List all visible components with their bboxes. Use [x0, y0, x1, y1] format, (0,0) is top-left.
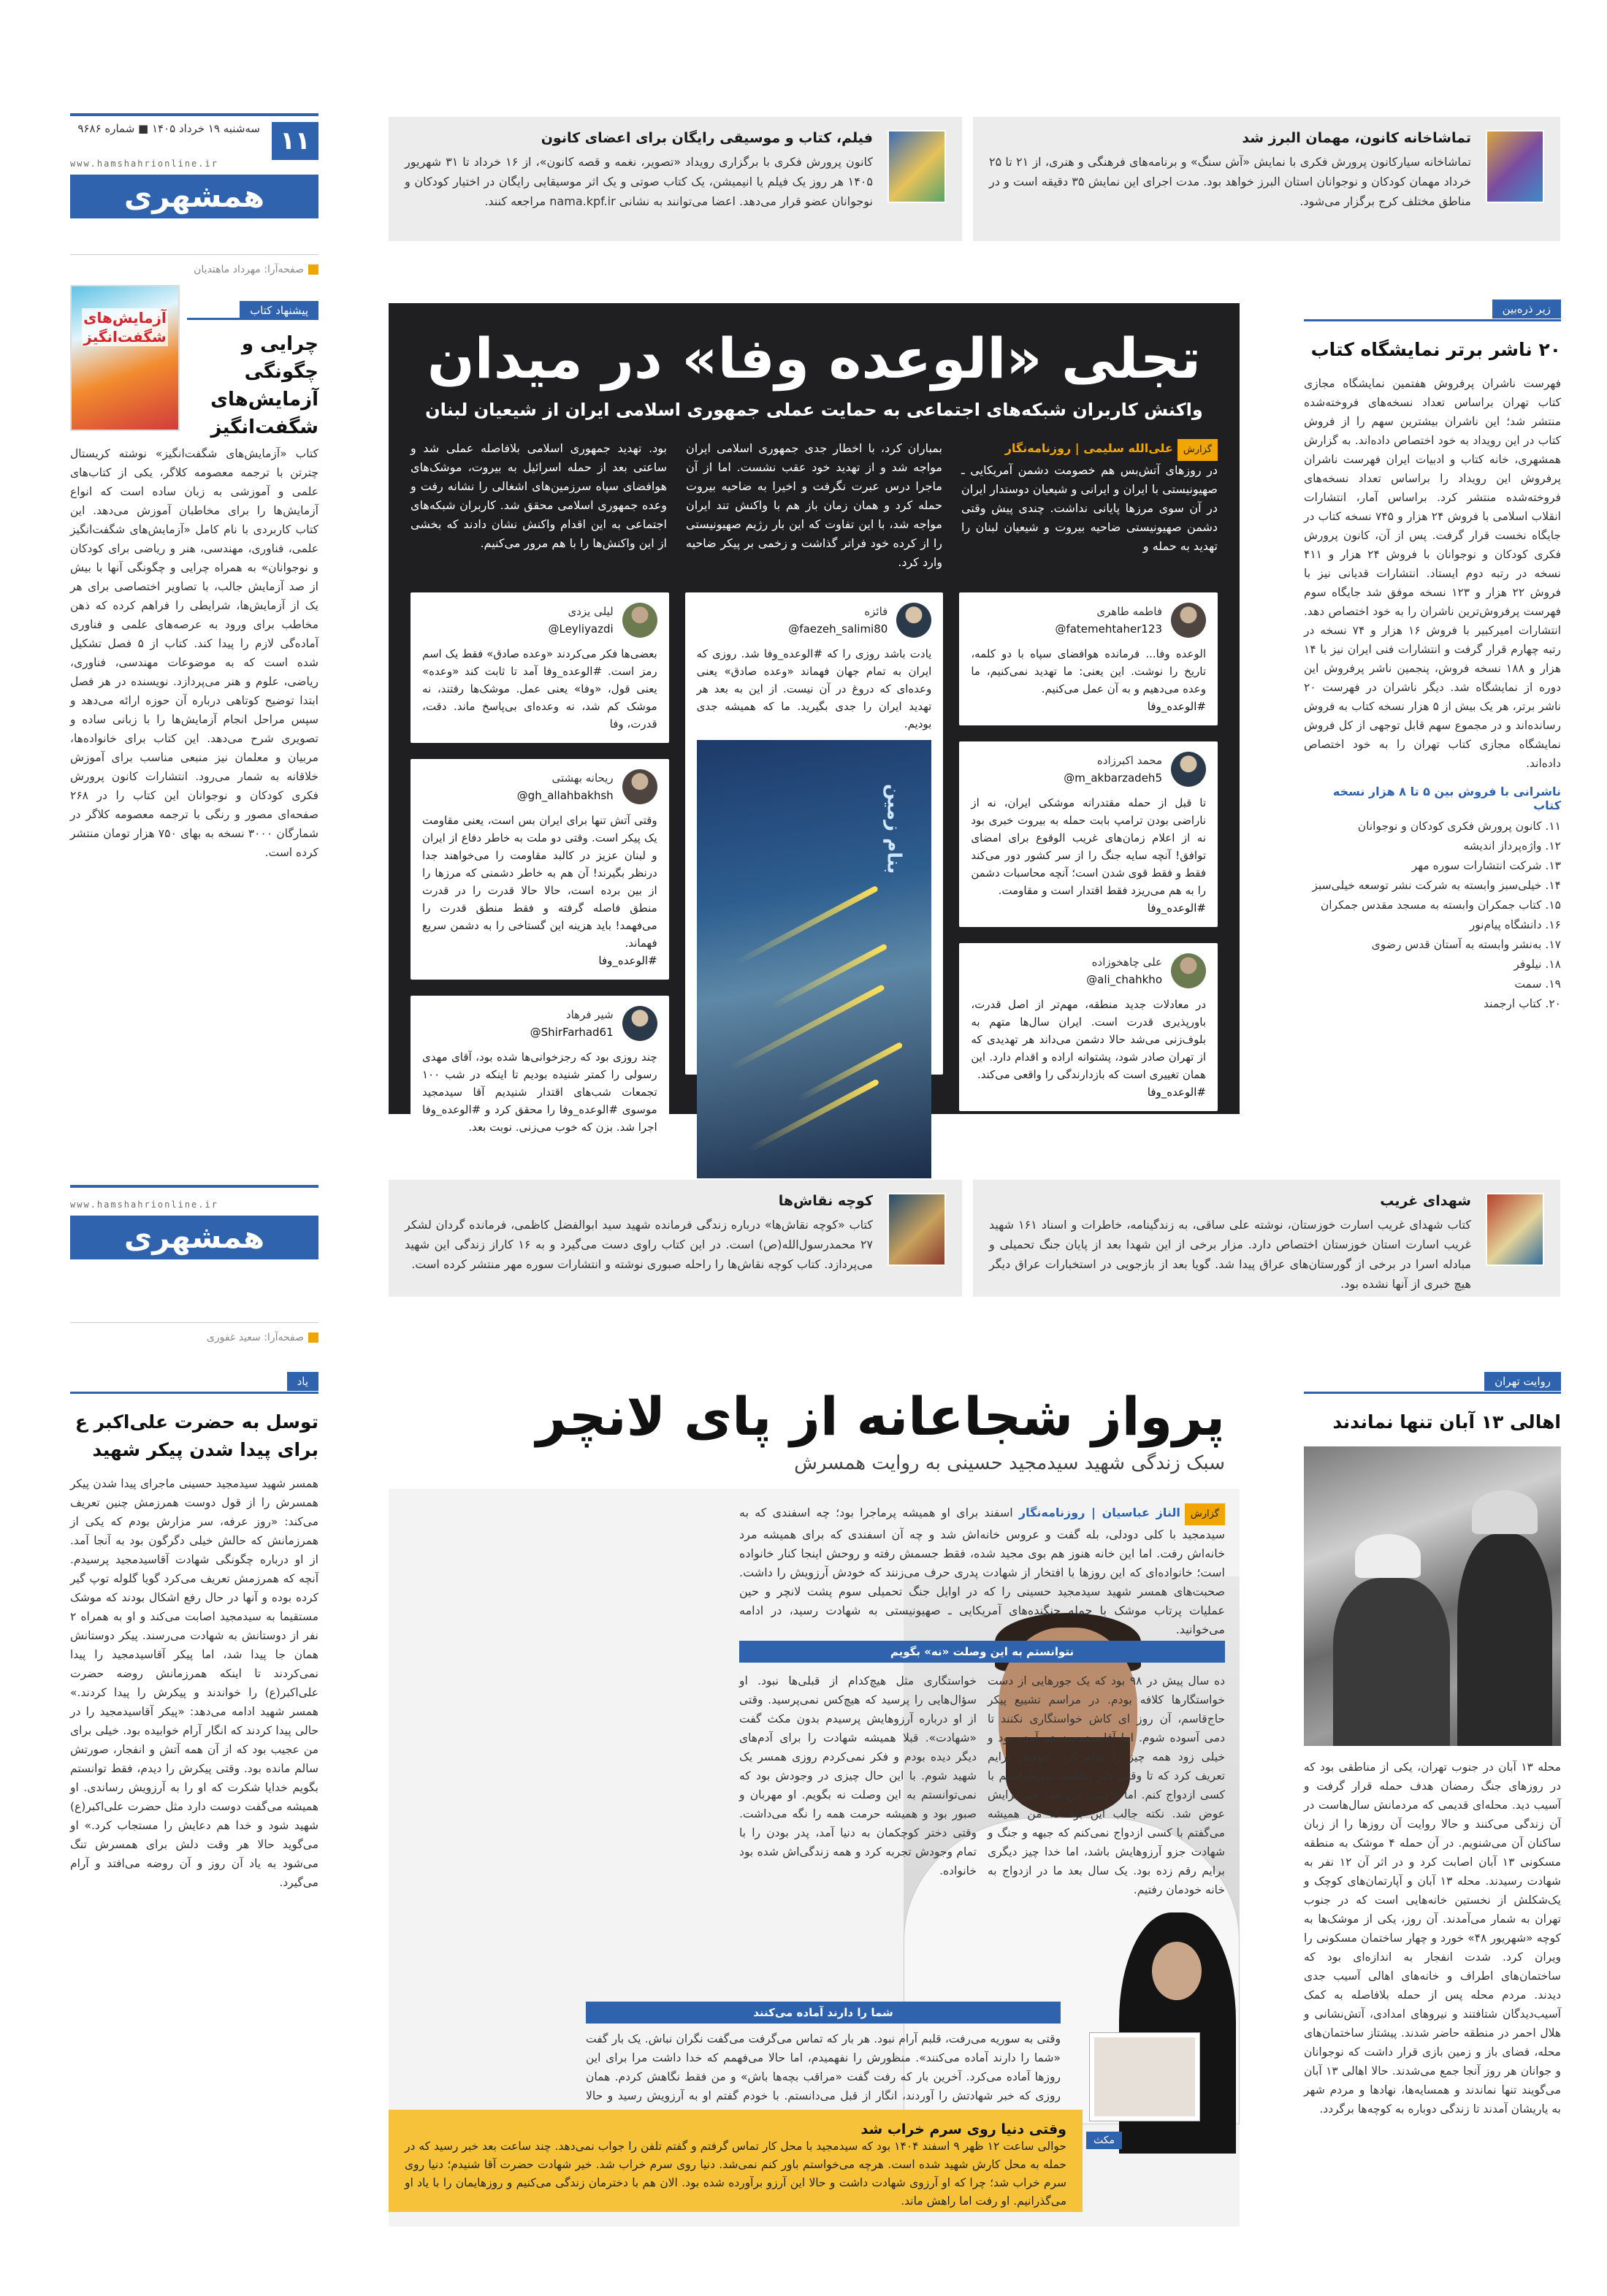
news-body: تماشاخانه سیارکانون پرورش فکری با نمایش «آش سنگ» و برنامه‌های فرهنگی و هنری، از ۲۱ تا ۲۵ خرداد مهمان کودکان و نوجوانان استان البرز خواهد بود. مدت اجرای این نمایش ۳۵ دقیقه است و در مناطق مختلف کرج برگزار می‌شود. [989, 155, 1471, 208]
page-number: ۱۱ [272, 122, 318, 160]
list-item: ۱۷. به‌نشر وابسته به آستان قدس رضوی [1371, 938, 1561, 951]
report-badge: گزارش [1185, 1503, 1225, 1525]
tweet-card: فاطمه طاهری @fatemehtaher123 الوعده وفا... فرمانده هوافضای سپاه با دو کلمه، تاریخ را نوشت. این یعنی: ما تهدید نمی‌کنیم، ما وعده می‌دهیم و به آن عمل می‌کنیم. #الوعده_وفا [959, 592, 1218, 725]
feature-headline: تجلی «الوعده وفا» در میدان [427, 326, 1202, 391]
byline: الناز عباسیان | روزنامه‌نگار [1018, 1506, 1180, 1519]
feature-intro-2: بمباران کرد، با اخطار جدی جمهوری اسلامی ایران مواجه شد و از تهدید خود عقب نشست. اما از آن ماجرا درس عبرت نگرفت و اخیرا به ضاحیه بیروت حمله کرد و همان زمان باز هم با واکنش تند ایران مواجه شد، با این تفاوت که این بار رژیم صهیونیستی را از کرده خود فراتر گذاشت و زخمی بر پیکر ضاحیه وارد کرد. [686, 441, 942, 569]
top-news-1 [973, 117, 1560, 241]
article-title: چرایی و چگونگی آزمایش‌های شگفت‌انگیز [210, 333, 318, 438]
tweet-handle: @gh_allahbakhsh [516, 789, 614, 802]
section-subhead: نتوانستم به این وصلت «نه» بگویم [739, 1641, 1225, 1663]
list-item: ۱۶. دانشگاه پیام‌نور [1469, 918, 1561, 931]
article-body: محله ۱۳ آبان در جنوب تهران، یکی از مناطقی بود که در روزهای جنگ رمضان هدف حمله قرار گرفت و آسیب دید. محله‌ای قدیمی که مردمانش سال‌هاست در آن زندگی می‌کنند و حالا روایت آن روزها را از زبان ساکنان آن می‌شنویم. در آن حمله ۴ موشک به منطقه مسکونی ۱۳ آبان اصابت کرد و در اثر آن ۱۲ نفر به شهادت رسیدند. محله ۱۳ آبان و آپارتمان‌های کوچک و یک‌شکلش از نخستین خانه‌هایی است که در جنوب تهران به شمار می‌آمدند. آن روز، یکی از موشک‌ها به کوچه «شهریور ۴۸» خورد و چهار ساختمان مسکونی را ویران کرد. شدت انفجار به اندازه‌ای بود که ساختمان‌های اطراف و خانه‌های اهالی آسیب جدی دیدند. مردم محله پس از حمله بلافاصله به کمک آسیب‌دیدگان شتافتند و نیروهای امدادی، آتش‌نشانی و هلال احمر در منطقه حاضر شدند. پیشتاز ساختمان‌های محله، فضای باز و زمین بازی قرار داشت که نوجوانان و جوانان هر روز آنجا جمع می‌شدند. حالا اهالی ۱۳ آبان می‌گویند تنها نماندند و همسایه‌ها، نهادها و مردم شهر به یاریشان آمدند تا زندگی دوباره به کوچه‌ها برگردد. [1304, 1761, 1562, 2116]
news-body: کتاب شهدای غریب اسارت خوزستان، نوشته علی ساقی، به زندگینامه، خاطرات و اسناد ۱۶۱ شهید غریب اسارت استان خوزستان اختصاص دارد. مزار برخی از این شهدا بعد از پایان جنگ تحمیلی و مبادله اسرا در برخی از گورستان‌های عراق پیدا شد. گویا بعد از بازجویی در استخبارات عراق دیگر هیچ خبری از آنها نشده بود. [989, 1218, 1471, 1291]
avatar [1171, 752, 1206, 787]
list-item: ۱۳. شرکت انتشارات سوره مهر [1411, 859, 1561, 872]
masthead-2 [70, 1185, 318, 1293]
list-item: ۱۵. کتاب جمکران وابسته به مسجد مقدس جمکران [1320, 899, 1561, 912]
framed-portrait [1090, 2033, 1199, 2121]
feature-column: ده سال پیش در ۹۸ بود که یک جورهایی از دست خواستگارها کلافه بودم. در مراسم تشییع پیکر حاج‌قاسم، آن روز ای کاش خواستگاری نکنند تا دمی آسوده شوم. اما آقاسیدمجید هم آمده بود و خیلی زود همه چیز را تمام کرد. خودش برایم تعریف کرد که تا وقتی خبر نداشت نمی‌خواستم با کسی ازدواج کنم. اما با دیدن من همه چیز برایش عوض شد. نکته جالب این بود که من همیشه می‌گفتم با کسی ازدواج نمی‌کنم که جبهه و جنگ و شهادت جزو آرزوهایش باشد، اما خدا چیز دیگری برایم رقم زده بود. یک سال بعد ما در ازدواج به خانه خودمان رفتیم. [988, 1674, 1225, 1896]
tweet-card: علی چاهخوزاده @ali_chahkho در معادلات جدید منطقه، مهم‌تر از اصل قدرت، باورپذیری قدرت است. ایران سال‌ها متهم به بلوف‌زنی می‌شد حالا دشمن می‌داند هر تهدیدی که از تهران صادر شود، پشتوانه اراده و اقدام دارد. این همان تغییری است که بازدارندگی را واقعی می‌کند. #الوعده_وفا [959, 943, 1218, 1111]
tweet-card: شیر فرهاد @ShirFarhad61 چند روزی بود که رجزخوانی‌ها شده بود، آقای مهدی رسولی را کمتر شنیده بودیم تا اینکه در شب ۱۰۰ تجمعات شب‌های اقتدار شنیدیم آقا سیدمجید موسوی #الوعده_وفا را محقق کرد و #الوعده_وفا اجرا شد. بزن که خوب می‌زنی. نوبت بعد. [411, 996, 669, 1146]
tweet-column-center [685, 592, 944, 1146]
news-body: کتاب «کوچه نقاش‌ها» درباره زندگی فرمانده شهید سید ابوالفضل کاظمی، فرمانده گردان لشکر ۲۷ محمدرسول‌الله(ص) است. در این کتاب راوی دست می‌گیرد و به ۱۶ کاراز زندگی این شهید می‌پردازد. کتاب کوچه نقاش‌ها را راحله صبوری نوشته و انتشارات سوره مهر منتشر کرده است. [405, 1218, 873, 1271]
square-icon [308, 264, 318, 275]
box-body: حوالی ساعت ۱۲ ظهر ۹ اسفند ۱۴۰۴ بود که سیدمجید با محل کار تماس گرفتم و گفتم تلفن را جواب نمی‌دهد. چند ساعت بعد خبر رسید که در حمله به محل کارش شهید شده است. هرچه می‌خواستم باور کنم نمی‌شد. دنیا روی سرم خراب شد. خیر شهادت حضرت آقا شنیدم؛ دنیا روی سرم خراب شد؛ چرا که او آرزوی شهادت داشت و حالا این آرزو برآورده شده بود. الان هم با دخترمان زندگی می‌کنیم و روزهایمان را با یاد او می‌گذرانیم. او رفت اما راهش ماند. [405, 2140, 1066, 2208]
feature-headline: پرواز شجاعانه از پای لانچر [535, 1386, 1225, 1447]
site-url[interactable]: www.hamshahrionline.ir [70, 1200, 218, 1210]
article-title: اهالی ۱۳ آبان تنها نماندند [1332, 1411, 1561, 1433]
feature-subhead: سبک زندگی شهید سیدمجید حسینی به روایت همسرش [794, 1452, 1225, 1474]
news-title: شهدای غریب [1380, 1193, 1471, 1209]
section-tag: روایت تهران [1484, 1372, 1561, 1391]
publisher-list [1304, 817, 1561, 1014]
book-cover-title: آزمایش‌های شگفت‌انگیز [82, 308, 168, 346]
news-title: کوچه نقاش‌ها [778, 1193, 873, 1209]
box-title: وقتی دنیا روی سرم خراب شد [860, 2121, 1066, 2137]
mid-news-2 [389, 1180, 962, 1297]
list-item: ۱۲. واژه‌پرداز اندیشه [1463, 839, 1561, 853]
right-column-books [1304, 300, 1561, 1116]
feature-martyr-story [389, 1372, 1240, 2227]
list-item: ۱۸. نیلوفر [1514, 958, 1561, 971]
list-item: ۲۰. کتاب ارجمند [1484, 997, 1561, 1010]
feature-column: وقتی به سوریه می‌رفت، قلبم آرام نبود. هر بار که تماس می‌گرفت می‌گفت نگران نباش. یک بار گفت «شما را دارند آماده می‌کنند». منظورش را نفهمیدم، اما حالا می‌فهمم که خدا داشت مرا برای این روزها آماده می‌کرد. آخرین بار که رفت گفت «مراقب بچه‌ها باش» و من فقط نگاهش کردم. همان روزی که خبر شهادتش را آوردند، انگار از قبل می‌دانستم. با خودم گفتم او به آرزویش رسید و حالا [586, 2032, 1061, 2102]
article-body: کتاب «آزمایش‌های شگفت‌انگیز» نوشته کریستال چترتن با ترجمه معصومه کلاگر، یکی از کتاب‌های علمی و آموزشی به زبان ساده است که انواع آزمایش‌ها را برای مخاطبان آموزش می‌دهد. این کتاب کاربردی با نام کامل «آزمایش‌های شگفت‌انگیز علمی، فناوری، مهندسی، هنر و ریاضی برای کودکان و نوجوانان» به همراه چرایی و چگونگی آنها با بیش از صد آزمایش جالب، با تصاویر اختصاصی برای هر یک از آزمایش‌ها، شرایطی را فراهم کرده که ذهن مخاطب برای ورود به عرصه‌های علمی و فناوری آماده‌گی لازم را پیدا کند. کتاب از ۵ فصل تشکیل شده است که به موضوعات مهندسی، فناوری، ریاضی، علوم و هنر می‌پردازد. نویسنده در هر فصل ابتدا توضیح کوتاهی درباره آن حوزه ارائه می‌دهد و سپس مراحل انجام آزمایش‌ها را با زبانی ساده و تصویری شرح می‌دهد. این کتاب برای خانواده‌ها، مربیان و معلمان نیز منبعی مناسب برای آموزش خلاقانه به شمار می‌رود. انتشارات کانون پرورش فکری کودکان و نوجوانان این کتاب را در ۲۶۸ صفحه‌ای مصور و رنگی با ترجمه معصومه کلاگر در شمارگان ۳۰۰۰ نسخه به بهای ۷۵۰ هزار تومان منتشر کرده است. [70, 447, 319, 859]
tweet-handle: @fatemehtaher123 [1055, 622, 1162, 636]
list-item: ۱۴. خیلی‌سبز وابسته به شرکت نشر توسعه خیلی‌سبز [1312, 879, 1561, 892]
avatar [622, 603, 657, 638]
poster-caption: بنام زمین [882, 784, 905, 874]
site-url[interactable]: www.hamshahrionline.ir [70, 159, 218, 169]
sidebar-box [389, 2110, 1083, 2212]
feature-intro-1: گزارشعلی‌الله سلیمی | روزنامه‌نگار در روزهای آتش‌بس هم خصومت دشمن آمریکایی ـ صهیونیستی با ایران و ایرانی و شیعیان دوستدار ایران در آن سوی مرزها پایانی نداشت. چندی پیش وقتی دشمن صهیونیستی ضاحیه بیروت و شیعیان لبنان را تهدید به حمله و [961, 439, 1218, 572]
avatar [622, 1006, 657, 1041]
list-item: ۱۹. سمت [1514, 977, 1561, 991]
section-tag: زیر ذره‌بین [1492, 300, 1561, 319]
section-tag: پیشنهاد کتاب [240, 301, 318, 320]
tweet-handle: @ShirFarhad61 [530, 1026, 614, 1039]
article-title: توسل به حضرت علی‌اکبر ع برای پیدا شدن پیکر شهید [75, 1411, 318, 1460]
right-column-tehran [1304, 1372, 1561, 2227]
logo: همشهری [70, 1216, 318, 1259]
news-thumbnail [1486, 130, 1544, 203]
masthead [70, 113, 318, 234]
editor-line: صفحه‌آرا: سعید غفوری [70, 1322, 318, 1343]
news-thumbnail [888, 1193, 946, 1266]
firefighters-photo [1304, 1446, 1561, 1746]
tweet-handle: @Leyliyazdi [548, 622, 614, 636]
news-thumbnail [888, 130, 946, 203]
list-title: ناشرانی با فروش بین ۵ تا ۸ هزار نسخه کتاب [1332, 785, 1561, 812]
tweet-card: ریحانه بهشتی @gh_allahbakhsh وقتی آتش تنها برای ایران بس است، یعنی مقاومت یک پیکر است. وقتی دو ملت به خاطر دفاع از ایران و لبنان عزیز در کالبد مقاومت را می‌خواهند جدا درنظر بگیرند! آن هم به خاطر دشمنی که مرزها را از بین برده است، حالا حالا قدرت را در قدرت منطق فاصله گرفته و فقط منطق قدرت را می‌فهمد! باید هزینه این گستاخی را به دشمن سریع فهماند. #الوعده_وفا [411, 759, 669, 980]
news-body: کانون پرورش فکری با برگزاری رویداد «تصویر، نغمه و قصه کانون»، از ۱۶ خرداد تا ۳۱ شهریور ۱۴۰۵ هر روز یک فیلم یا انیمیشن، یک کتاب صوتی و یک اثر موسیقایی رایگان در اختیار کودکان و نوجوانان عضو قرار می‌دهد. اعضا می‌توانند به نشانی nama.kpf.ir مراجعه کنند. [405, 155, 874, 208]
feature-subhead: واکنش کاربران شبکه‌های اجتماعی به حمایت عملی جمهوری اسلامی ایران از شیعیان لبنان [425, 400, 1203, 420]
tweet-card: فائزه @faezeh_salimi80 یادت باشد روزی را که #الوعده_وفا شد. روزی که ایران به تمام جهان فهماند «وعده صادق» یعنی وعده‌ای که دروغ در آن نیست. از این به بعد هر تهدید ایران را جدی بگیرید. ما که همیشه جدی بودیم. بنام زمین [685, 592, 944, 1075]
avatar [622, 769, 657, 804]
tweet-handle: @m_akbarzadeh5 [1064, 771, 1162, 785]
feature-column: خواستگاری مثل هیچ‌کدام از قبلی‌ها نبود. او سؤال‌هایی را پرسید که هیچ‌کس نمی‌پرسید. وقتی از او درباره آرزوهایش پرسیدم بدون مکث گفت «شهادت». قبلا همیشه شهادت را برای آدم‌های دیگر دیده بودم و فکر نمی‌کردم روزی همسر یک شهید شوم. با این حال چیزی در وجودش بود که نمی‌توانستم به این وصلت نه بگویم. او مهربان و صبور بود و همیشه حرمت همه را نگه می‌داشت. وقتی دختر کوچکمان به دنیا آمد، پدر بودن را با تمام وجودش تجربه کرد و همه زندگی‌اش شده بود خانواده. [739, 1674, 977, 1877]
avatar [896, 603, 931, 638]
tweet-card: لیلی یزدی @Leyliyazdi بعضی‌ها فکر می‌کردند «وعده صادق» فقط یک اسم رمز است. #الوعده_وفا آمد تا ثابت کند «وعده» یعنی قول، «وفا» یعنی عمل. موشک‌ها رفتند، نه موشک کم شد، نه وعده‌ای بی‌پاسخ ماند. دقت، قدرت، وفا [411, 592, 669, 743]
report-badge: گزارش [1177, 439, 1218, 461]
section-tag: یاد [287, 1372, 318, 1391]
logo: همشهری [70, 175, 318, 218]
avatar [1171, 603, 1206, 638]
article-title: ۲۰ ناشر برتر نمایشگاه کتاب [1310, 339, 1561, 360]
tweet-column-left [411, 592, 669, 1146]
section-subhead: شما را دارند آماده می‌کنند [586, 2002, 1061, 2024]
feature-intro: گزارشالناز عباسیان | روزنامه‌نگار اسفند برای او همیشه پرماجرا بود؛ چه اسفندی که به سیدمجید با کلی دودلی، بله گفت و عروس خانه‌اش شد و چه آن اسفندی که برای همیشه مرد خانه‌اش رفت. اما این خانه هنوز هم بوی مجید شده، فقط جسمش رفته و روحش اینجا کنار خانواده است؛ خانواده‌ای که این روزها با افتخار از شهادت پدری حرف می‌زنند که خودش آرزویش را داشت. صحبت‌های همسر شهید سیدمجید حسینی را که در اوایل جنگ تحمیلی سوم پشت لانچر و حین عملیات پرتاب موشک با حمله جنگنده‌های آمریکایی ـ صهیونیستی به شهادت رسید، در ادامه می‌خوانید. [739, 1503, 1225, 1639]
missile-poster-image [697, 740, 932, 1178]
editor-line: صفحه‌آرا: مهرداد ماهتدیان [70, 254, 318, 275]
article-body: فهرست ناشران پرفروش هفتمین نمایشگاه مجازی کتاب تهران براساس تعداد نسخه‌های فروخته‌شده منتشر شد؛ این ناشران بیشترین سهم را از فروش کتاب در این رویداد به خود اختصاص داده‌اند. به گزارش همشهری، خانه کتاب و ادبیات ایران فهرست ناشران پرفروش این رویداد را براساس تعداد نسخه‌های فروخته‌شده منتشر کرد. براساس آمار، انتشارات انقلاب اسلامی با فروش ۲۴ هزار و ۷۴۵ نسخه کتاب در جایگاه نخست قرار گرفت. پس از آن، کانون پرورش فکری کودکان و نوجوانان با فروش ۲۴ هزار و ۴۱۱ نسخه در رتبه دوم ایستاد. انتشارات قدیانی نیز با فروش ۲۲ هزار و ۱۲۳ نسخه موفق شد جایگاه سوم فهرست پرفروش‌ترین ناشران را به خود اختصاص دهد. انتشارات امیرکبیر با فروش ۱۶ هزار و ۷۴ نسخه در رتبه چهارم قرار گرفت و انتشارات فنی ایران نیز با ۱۴ هزار و ۱۸۸ نسخه فروش، پنجمین ناشر پرفروش این دوره از نمایشگاه شد. دیگر ناشران در فهرست ۲۰ ناشر برتر، هر یک بیش از ۵ هزار نسخه کتاب به فروش رسانده‌اند و در مجموع سهم قابل توجهی از کل فروش نمایشگاه مجازی کتاب تهران را به خود اختصاص داده‌اند. [1304, 377, 1561, 770]
news-thumbnail [1486, 1193, 1544, 1266]
feature-al-waad-wafa [389, 303, 1240, 1134]
tweet-column-right [959, 592, 1218, 1146]
top-news-2 [389, 117, 962, 241]
feature-intro-3: بود. تهدید جمهوری اسلامی بلافاصله عملی شد و ساعتی بعد از حمله اسرائیل به بیروت، موشک‌های هوافضای سپاه سرزمین‌های اشغالی را نشانه رفت و وعده جمهوری اسلامی محقق شد. کاربران شبکه‌های اجتماعی به این اقدام واکنش نشان دادند که بخشی از این واکنش‌ها را با هم مرور می‌کنیم. [411, 441, 667, 550]
book-cover-image [70, 285, 180, 431]
pause-tag: مکث [1086, 2132, 1122, 2149]
square-icon [308, 1332, 318, 1343]
byline: علی‌الله سلیمی | روزنامه‌نگار [1004, 441, 1173, 455]
left-column-book [70, 285, 318, 1118]
tweet-handle: @ali_chahkho [1086, 973, 1162, 986]
news-title: تماشاخانه کانون، مهمان البرز شد [1242, 130, 1471, 146]
list-item: ۱۱. کانون پرورش فکری کودکان و نوجوانان [1357, 820, 1561, 833]
avatar [1171, 953, 1206, 988]
news-title: فیلم، کتاب و موسیقی رایگان برای اعضای کانون [541, 130, 873, 146]
mid-news-1 [973, 1180, 1560, 1297]
tweet-handle: @faezeh_salimi80 [788, 622, 888, 636]
article-body: همسر شهید سیدمجید حسینی ماجرای پیدا شدن پیکر همسرش را از قول دوست همرزمش چنین تعریف می‌کند: «روز عرفه، سر مزارش بودم که یکی از همرزمانش که حالش خیلی دگرگون بود به آنجا آمد. از او درباره چگونگی شهادت آقاسیدمجید پرسیدم. آنچه که همرزمش تعریف می‌کرد گویا گلوله توپ گیر کرده بوده و آنها در حال رفع اشکال بودند که موشک مستقیما به سیدمجید اصابت می‌کند و او به همراه ۲ نفر از دوستانش به شهادت می‌رسند. پیکر دوستانش همان جا پیدا شد، اما پیکر آقاسیدمجید را پیدا نمی‌کردند تا اینکه همرزمانش روضه حضرت علی‌اکبر(ع) را خواندند و پیکرش را پیدا کردند.» همسر شهید ادامه می‌دهد: «پیکر آقاسیدمجید را در حالی پیدا کردند که انگار آرام خوابیده بود. خیلی برای من عجیب بود که از آن همه آتش و انفجار، صورتش سالم مانده بود. وقتی پیکرش را دیدم، فقط توانستم بگویم خدایا شکرت که او را به آرزویش رساندی. او همیشه می‌گفت دوست دارد مثل حضرت علی‌اکبر(ع) شهید شود و خدا هم دعایش را مستجاب کرد.» او می‌گوید حالا هر وقت دلش برای همسرش تنگ می‌شود به یاد آن روز و آن روضه می‌افتد و آرام می‌گیرد. [70, 1477, 318, 1889]
left-column-memory [70, 1372, 318, 2227]
tweet-card: محمد اکبرزاده @m_akbarzadeh5 تا قبل از حمله مقتدرانه موشکی ایران، نه از ناراضی بودن ترامپ بابت حمله به بیروت خبری بود نه از اعلام زمان‌های غریب الوقوع برای امضای توافق! آنچه سایه جنگ را از سر کشور دور می‌کند فقط و فقط قوی شدن است؛ آنچه محاسبات دشمن را به هم می‌ریزد فقط اقتدار است و مقاومت. #الوعده_وفا [959, 741, 1218, 927]
date-line: سه‌شنبه ۱۹ خرداد ۱۴۰۵ ■ شماره ۹۶۸۶ [77, 122, 260, 135]
